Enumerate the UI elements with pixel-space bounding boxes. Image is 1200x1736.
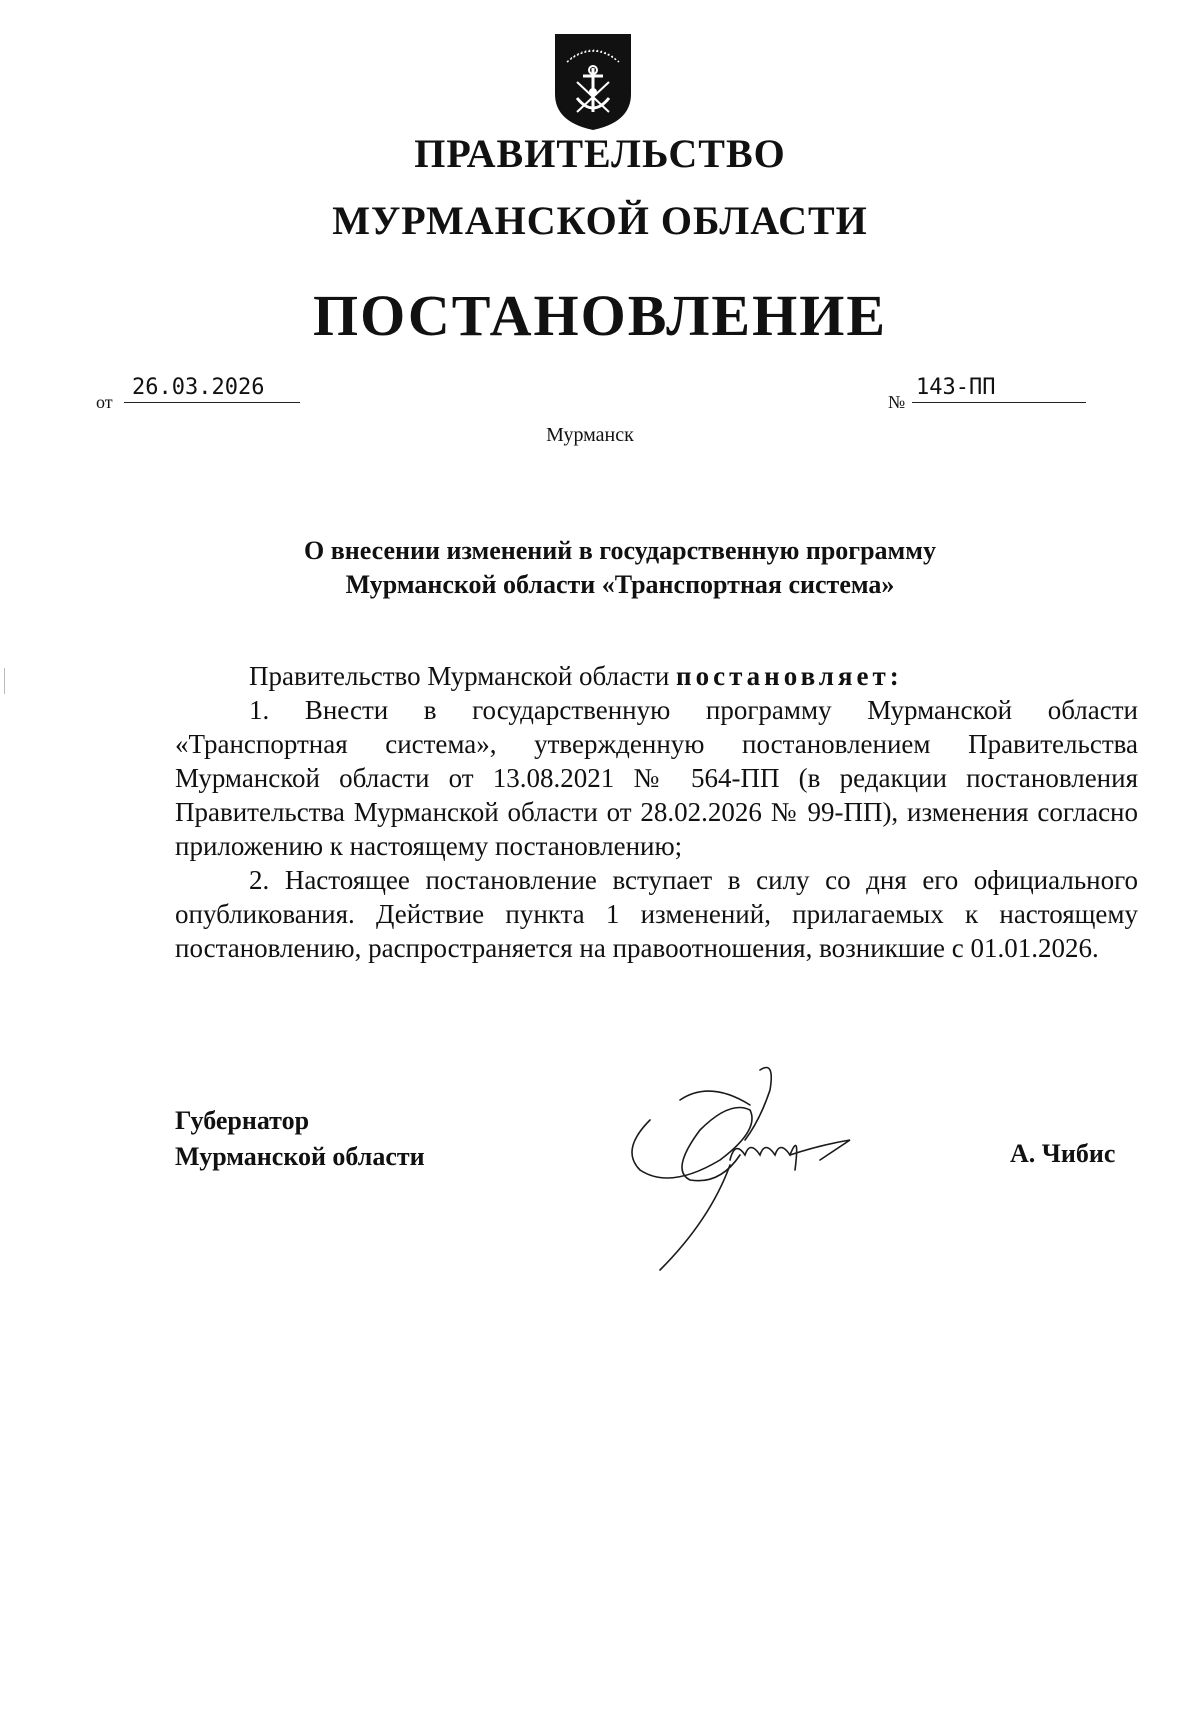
signatory-title bbox=[175, 1103, 425, 1175]
city-name: Мурманск bbox=[546, 424, 634, 446]
intro-text: Правительство Мурманской области bbox=[249, 661, 677, 691]
subject-line-2: Мурманской области «Транспортная система» bbox=[345, 570, 895, 599]
document-body bbox=[175, 659, 1138, 965]
document-number: 143-ПП bbox=[912, 375, 1086, 403]
organization-name-line-1: ПРАВИТЕЛЬСТВО bbox=[414, 131, 786, 176]
document-subject bbox=[230, 534, 1010, 602]
coat-of-arms-icon bbox=[553, 32, 633, 132]
handwritten-signature-icon bbox=[610, 1060, 900, 1290]
organization-name-line-2: МУРМАНСКОЙ ОБЛАСТИ bbox=[332, 198, 868, 243]
document-date: 26.03.2026 bbox=[124, 375, 300, 403]
number-prefix: № bbox=[888, 392, 906, 412]
clause-1: 1. Внести в государственную программу Мурманской области «Транспортная система», утвержденную постановлением Правительства Мурманской области от 13.08.2021 № 564-ПП (в редакции постановления Правительства Мурманской области от 28.02.2026 № 99-ПП), изменения согласно приложению к настоящему постановлению; bbox=[175, 695, 1138, 861]
signatory-title-line-1: Губернатор bbox=[175, 1106, 310, 1135]
document-type-title: ПОСТАНОВЛЕНИЕ bbox=[312, 283, 888, 348]
subject-line-1: О внесении изменений в государственную программу bbox=[304, 536, 936, 565]
signatory-title-line-2: Мурманской области bbox=[175, 1142, 425, 1171]
scan-margin-mark bbox=[4, 668, 5, 694]
intro-resolves: постановляет: bbox=[676, 661, 903, 691]
date-prefix: от bbox=[96, 392, 113, 412]
intro-paragraph bbox=[175, 659, 1138, 693]
clause-2: 2. Настоящее постановление вступает в силу со дня его официального опубликования. Действие пункта 1 изменений, прилагаемых к настоящему постановлению, распространяется на правоотношения, возникшие с 01.01.2026. bbox=[175, 865, 1138, 963]
signatory-name: А. Чибис bbox=[1010, 1139, 1116, 1168]
